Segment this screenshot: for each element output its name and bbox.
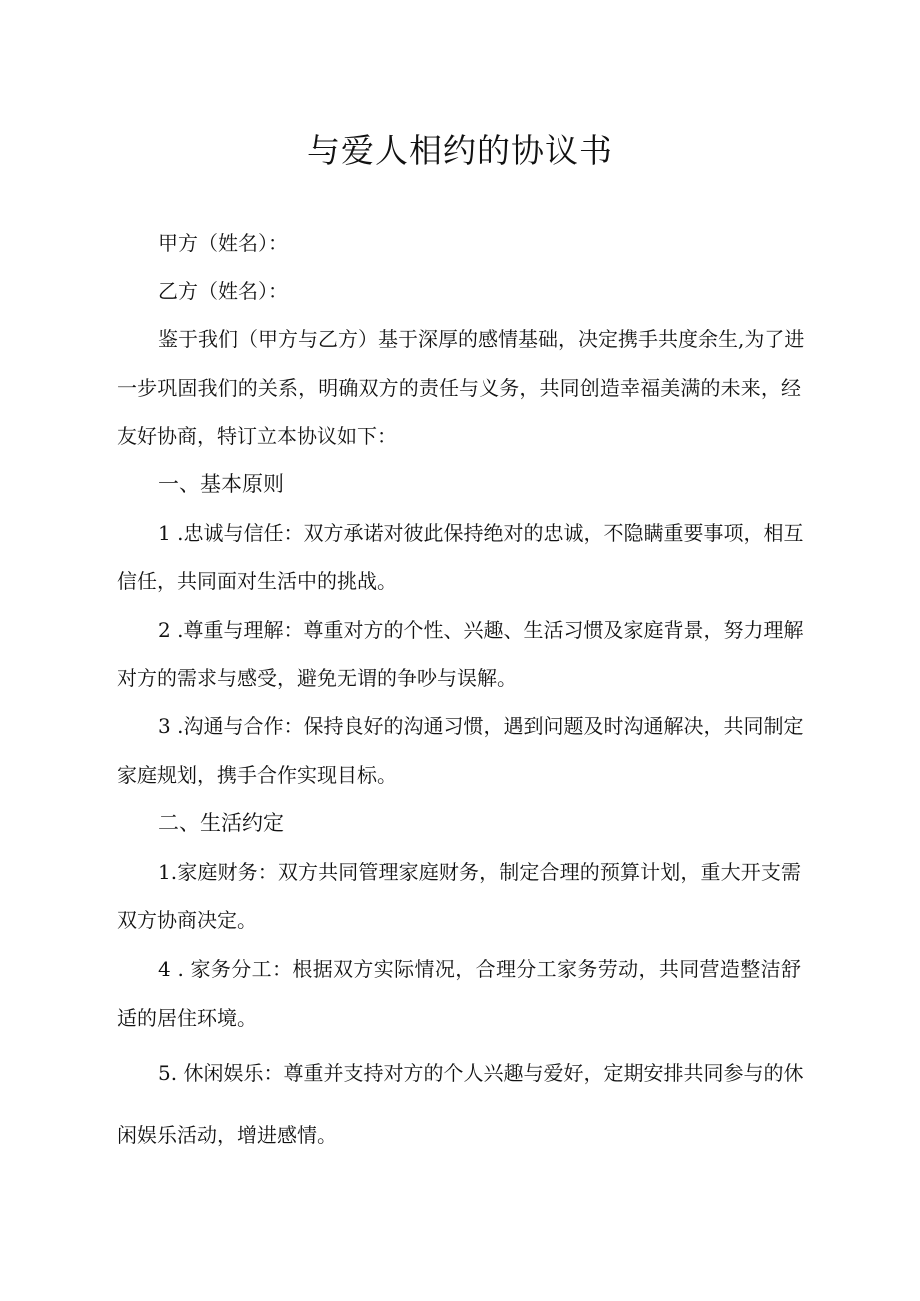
principle-item-2-line-2: 对方的需求与感受，避免无谓的争吵与误解。 <box>117 666 517 690</box>
section-heading-life-agreements: 二、生活约定 <box>158 811 284 835</box>
preamble-line-1: 鉴于我们（甲方与乙方）基于深厚的感情基础，决定携手共度余生,为了进 <box>158 327 805 351</box>
principle-item-3-line-2: 家庭规划，携手合作实现目标。 <box>117 763 397 787</box>
principle-item-2-line-1: 2 .尊重与理解：尊重对方的个性、兴趣、生活习惯及家庭背景，努力理解 <box>158 618 804 642</box>
section-heading-basic-principles: 一、基本原则 <box>158 472 284 496</box>
principle-item-1-line-1: 1 .忠诚与信任：双方承诺对彼此保持绝对的忠诚，不隐瞒重要事项，相互 <box>158 521 804 545</box>
preamble-line-3: 友好协商，特订立本协议如下： <box>117 424 397 448</box>
life-item-1-line-1: 1.家庭财务：双方共同管理家庭财务，制定合理的预算计划，重大开支需 <box>158 860 801 884</box>
life-item-2-line-2: 适的居住环境。 <box>117 1006 257 1030</box>
party-b-label: 乙方（姓名）： <box>158 279 288 303</box>
principle-item-1-line-2: 信任，共同面对生活中的挑战。 <box>117 569 397 593</box>
preamble-line-2: 一步巩固我们的关系，明确双方的责任与义务，共同创造幸福美满的未来，经 <box>117 376 801 400</box>
party-a-label: 甲方（姓名）： <box>158 231 288 255</box>
life-item-3-line-2: 闲娱乐活动，增进感情。 <box>117 1123 337 1147</box>
life-item-1-line-2: 双方协商决定。 <box>117 908 257 932</box>
principle-item-3-line-1: 3 .沟通与合作：保持良好的沟通习惯，遇到问题及时沟通解决，共同制定 <box>158 714 804 738</box>
life-item-2-line-1: 4 . 家务分工：根据双方实际情况，合理分工家务劳动，共同营造整洁舒 <box>158 957 801 981</box>
document-title: 与爱人相约的协议书 <box>307 131 613 170</box>
life-item-3-line-1: 5. 休闲娱乐：尊重并支持对方的个人兴趣与爱好，定期安排共同参与的休 <box>158 1061 804 1085</box>
